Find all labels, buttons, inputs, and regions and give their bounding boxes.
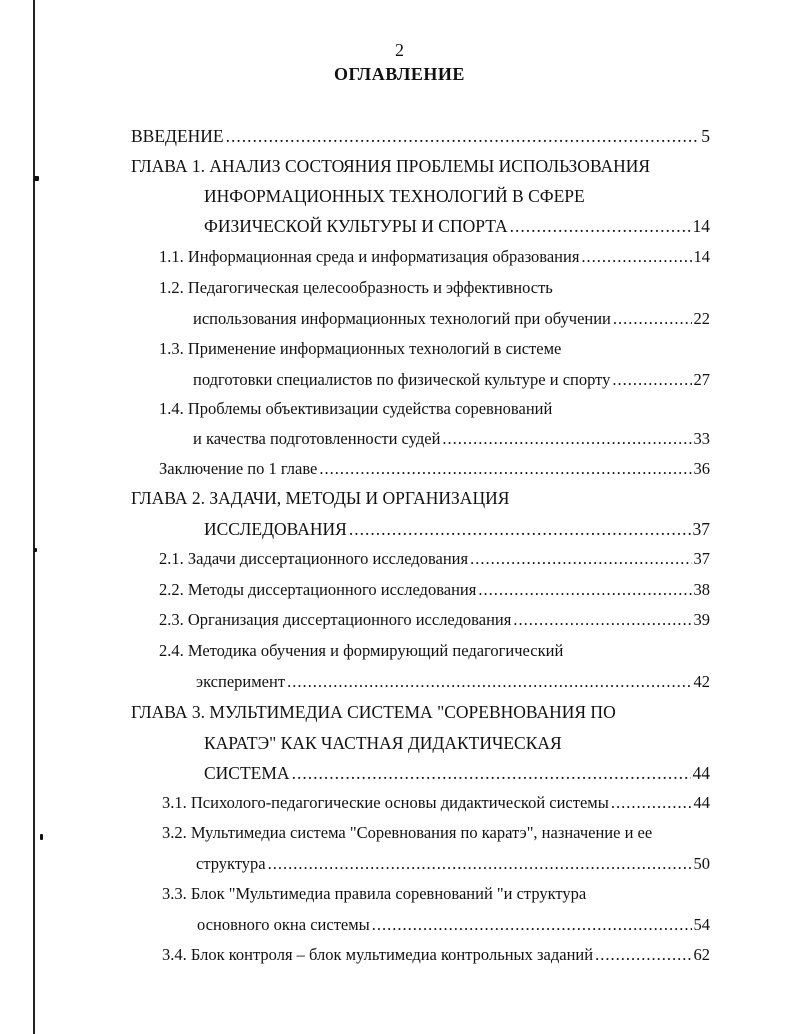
toc-entry-text: использования информационных технологий при обучении [193, 309, 611, 328]
toc-entry[interactable] [204, 517, 710, 541]
scan-mark [34, 548, 37, 552]
toc-entry[interactable] [162, 943, 710, 967]
toc-entry[interactable] [159, 547, 710, 571]
toc-entry-text: 3.4. Блок контроля – блок мультимедиа контрольных заданий [162, 945, 594, 964]
toc-entry-text: ГЛАВА 1. АНАЛИЗ СОСТОЯНИЯ ПРОБЛЕМЫ ИСПОЛЬЗОВАНИЯ [131, 156, 651, 176]
toc-entry-text: ИНФОРМАЦИОННЫХ ТЕХНОЛОГИЙ В СФЕРЕ [204, 186, 585, 206]
toc-entry-text: 2.4. Методика обучения и формирующий педагогический [159, 641, 564, 660]
leader-dots [611, 791, 692, 815]
toc-entry-text: структура [196, 854, 266, 873]
toc-entry[interactable] [193, 368, 710, 392]
scan-mark [40, 834, 43, 840]
leader-dots [470, 547, 691, 571]
toc-entry-text: 3.1. Психолого-педагогические основы дидактической системы [162, 793, 609, 812]
toc-entry-text: ИССЛЕДОВАНИЯ [204, 519, 347, 539]
toc-entry-text: ФИЗИЧЕСКОЙ КУЛЬТУРЫ И СПОРТА [204, 216, 508, 236]
toc-page-number: 62 [693, 945, 710, 964]
toc-entry-text: 1.1. Информационная среда и информатизация образования [159, 247, 580, 266]
toc-entry[interactable] [196, 670, 710, 694]
toc-page-number: 14 [692, 216, 710, 236]
toc-entry-text: ГЛАВА 2. ЗАДАЧИ, МЕТОДЫ И ОРГАНИЗАЦИЯ [131, 488, 510, 508]
leader-dots [349, 517, 691, 541]
left-border-line [33, 0, 35, 1034]
toc-page-number: 50 [693, 854, 710, 873]
page-title: ОГЛАВЛЕНИЕ [334, 64, 465, 84]
leader-dots [226, 124, 700, 148]
toc-entry-text: СИСТЕМА [204, 763, 290, 783]
leader-dots [613, 307, 692, 331]
leader-dots [513, 608, 691, 632]
toc-page-number: 44 [693, 793, 710, 812]
leader-dots [612, 368, 691, 392]
toc-page-number: 37 [692, 519, 710, 539]
scan-mark [34, 176, 39, 181]
toc-entry-text: 3.2. Мультимедиа система "Соревнования по каратэ", назначение и ее [162, 823, 653, 842]
toc-entry-text: КАРАТЭ" КАК ЧАСТНАЯ ДИДАКТИЧЕСКАЯ [204, 733, 562, 753]
toc-entry[interactable] [204, 761, 710, 785]
toc-entry[interactable] [204, 214, 710, 238]
toc-page-number: 42 [693, 672, 710, 691]
toc-page-number: 38 [693, 580, 710, 599]
leader-dots [442, 427, 691, 451]
leader-dots [510, 214, 691, 238]
toc-entry[interactable] [159, 457, 710, 481]
toc-entry[interactable] [159, 578, 710, 602]
leader-dots [268, 852, 692, 876]
toc-entry[interactable] [159, 245, 710, 269]
leader-dots [595, 943, 691, 967]
toc-entry-text: ГЛАВА 3. МУЛЬТИМЕДИА СИСТЕМА "СОРЕВНОВАНИЯ ПО [131, 702, 616, 722]
leader-dots [581, 245, 691, 269]
toc-entry[interactable] [196, 852, 710, 876]
toc-page-number: 44 [692, 763, 710, 783]
leader-dots [319, 457, 691, 481]
toc-entry-text: 1.2. Педагогическая целесообразность и эффективность [159, 278, 553, 297]
toc-page-number: 39 [693, 610, 710, 629]
toc-page-number: 36 [693, 459, 710, 478]
leader-dots [478, 578, 691, 602]
toc-entry[interactable] [197, 913, 710, 937]
toc-entry-text: 2.2. Методы диссертационного исследования [159, 580, 477, 599]
toc-entry-text: 1.4. Проблемы объективизации судейства соревнований [159, 399, 553, 418]
toc-entry[interactable] [193, 427, 710, 451]
leader-dots [287, 670, 691, 694]
toc-entry-text: 3.3. Блок "Мультимедиа правила соревнований "и структура [162, 884, 587, 903]
toc-entry-text: и качества подготовленности судей [193, 429, 441, 448]
toc-entry[interactable] [131, 124, 710, 148]
toc-entry-text: 1.3. Применение информационных технологий в системе [159, 339, 562, 358]
toc-page-number: 27 [693, 370, 710, 389]
toc-page-number: 37 [693, 549, 710, 568]
toc-entry-text: 2.3. Организация диссертационного исследования [159, 610, 512, 629]
toc-entry[interactable] [162, 791, 710, 815]
leader-dots [372, 913, 692, 937]
toc-page-number: 54 [693, 915, 710, 934]
toc-page-number: 14 [693, 247, 710, 266]
toc-page-number: 5 [701, 126, 710, 146]
leader-dots [292, 761, 691, 785]
toc-entry-text: ВВЕДЕНИЕ [131, 126, 224, 146]
toc-entry-text: эксперимент [196, 672, 286, 691]
toc-entry-text: основного окна системы [197, 915, 370, 934]
toc-page-number: 22 [693, 309, 710, 328]
toc-entry-text: подготовки специалистов по физической культуре и спорту [193, 370, 611, 389]
page-number: 2 [395, 40, 404, 60]
toc-entry-text: 2.1. Задачи диссертационного исследования [159, 549, 469, 568]
toc-entry[interactable] [193, 307, 710, 331]
toc-page-number: 33 [693, 429, 710, 448]
toc-entry-text: Заключение по 1 главе [159, 459, 318, 478]
toc-entry[interactable] [159, 608, 710, 632]
